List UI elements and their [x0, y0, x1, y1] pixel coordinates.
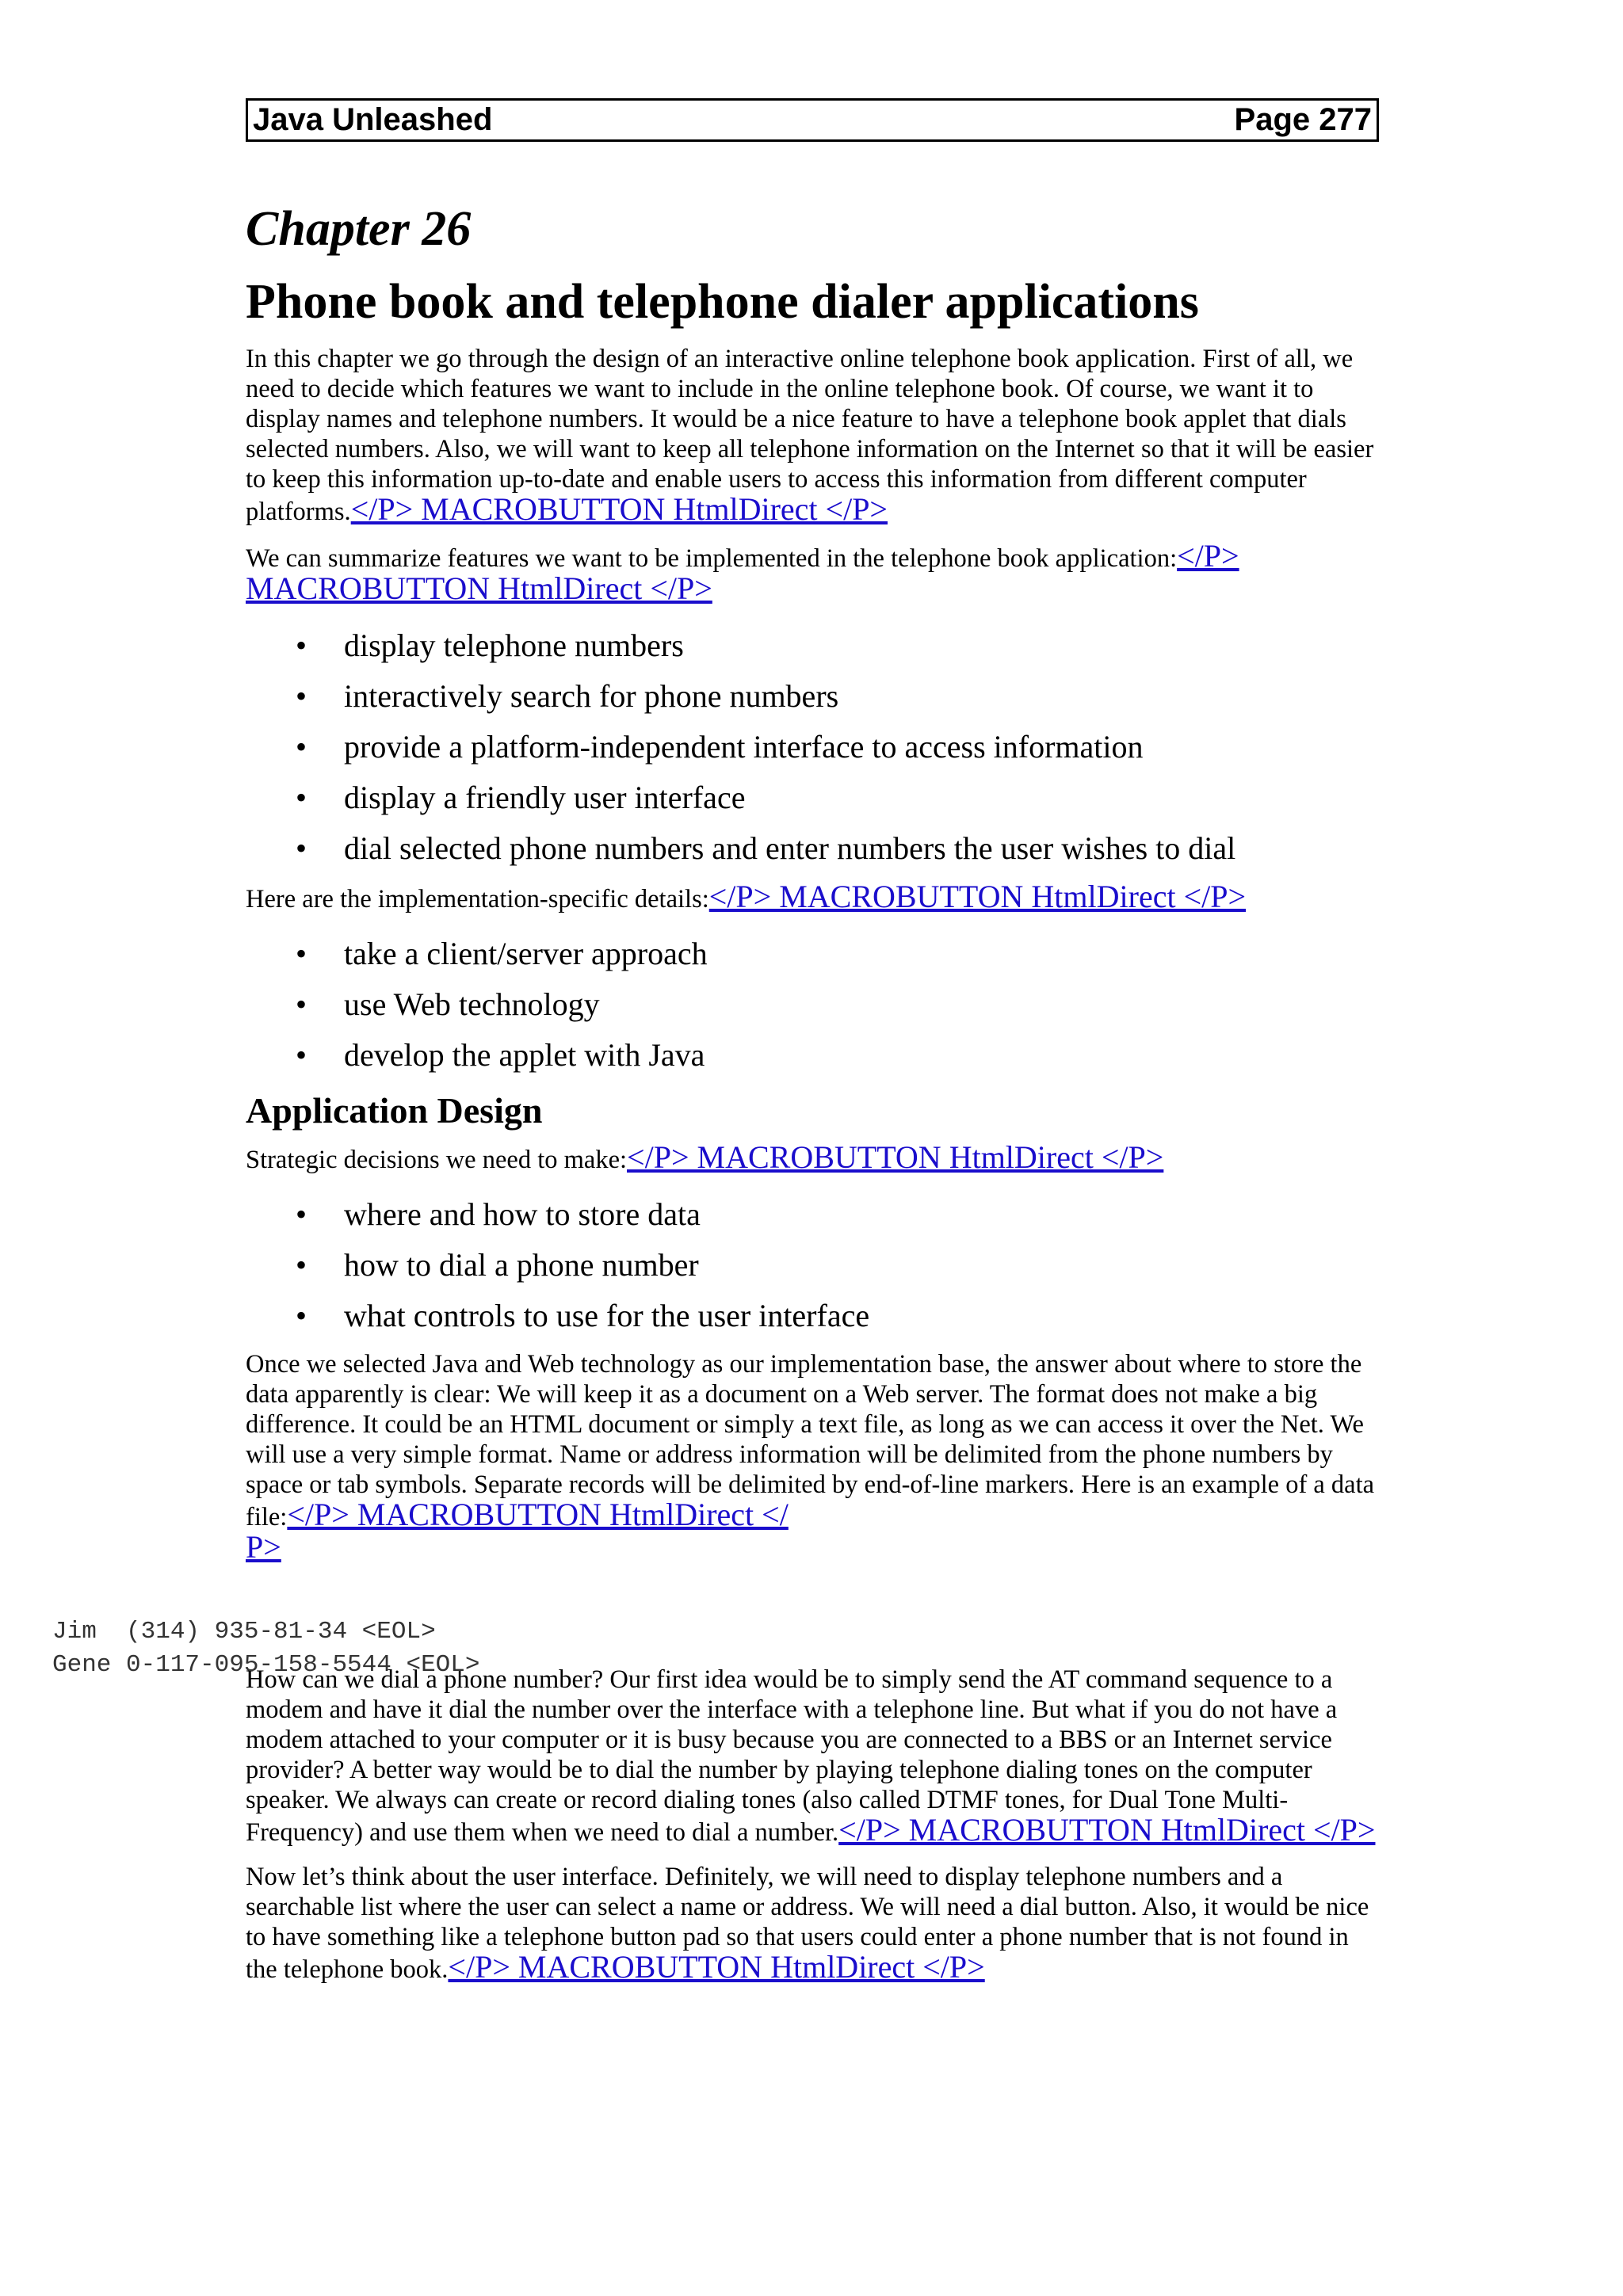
- bullet-icon: •: [296, 1247, 307, 1283]
- summary-text: We can summarize features we want to be implemented in the telephone book application:: [246, 544, 1178, 573]
- bullet-icon: •: [296, 1037, 307, 1073]
- strategic-list: [246, 1189, 1379, 1341]
- list-item: [246, 979, 1379, 1030]
- bullet-icon: •: [296, 627, 307, 663]
- list-item: [246, 823, 1379, 874]
- summary-paragraph: [246, 538, 1379, 606]
- bullet-icon: •: [296, 729, 307, 765]
- bullet-icon: •: [296, 678, 307, 714]
- list-item-text: take a client/server approach: [344, 936, 708, 971]
- list-item: [246, 1189, 1379, 1240]
- bullet-icon: •: [296, 986, 307, 1022]
- features-list: [246, 620, 1379, 874]
- impl-list: [246, 929, 1379, 1081]
- storage-text: Once we selected Java and Web technology as our implementation base, the answer about where to store the data apparently is clear: We will keep it as a document on a Web server. The format does not make a big difference. It could be an HTML document or simply a text file, as long as we can access it over the Net. We will use a very simple format. Name or address information will be delimited from the phone numbers by space or tab symbols. Separate records will be delimited by end-of-line markers. Here is an example of a data file:: [246, 1350, 1375, 1531]
- list-item-text: develop the applet with Java: [344, 1037, 705, 1073]
- macrobutton-link[interactable]: </P> MACROBUTTON HtmlDirect </P>: [838, 1812, 1376, 1848]
- code-line: Jim (314) 935-81-34 <EOL>: [52, 1618, 436, 1646]
- bullet-icon: •: [296, 1298, 307, 1333]
- dialing-paragraph: [246, 1665, 1379, 1848]
- list-item-text: interactively search for phone numbers: [344, 678, 839, 714]
- macrobutton-link[interactable]: </P> MACROBUTTON HtmlDirect </P>: [627, 1139, 1164, 1175]
- macrobutton-link[interactable]: </P> MACROBUTTON HtmlDirect </P>: [448, 1949, 985, 1985]
- chapter-number: Chapter 26: [246, 202, 472, 256]
- list-item-text: display telephone numbers: [344, 627, 684, 663]
- macrobutton-link[interactable]: </P> MACROBUTTON HtmlDirect </P>: [246, 538, 1239, 606]
- storage-paragraph: [246, 1349, 1379, 1565]
- impl-text: Here are the implementation-specific details:: [246, 885, 709, 913]
- body-flow: [246, 344, 1379, 1999]
- list-item: [246, 1291, 1379, 1341]
- bullet-icon: •: [296, 830, 307, 866]
- bullet-icon: •: [296, 936, 307, 971]
- strategic-paragraph: [246, 1139, 1379, 1175]
- header-book-title: Java Unleashed: [253, 102, 493, 137]
- list-item: [246, 671, 1379, 722]
- list-item-text: dial selected phone numbers and enter numbers the user wishes to dial: [344, 830, 1236, 866]
- list-item-text: provide a platform-independent interface to access information: [344, 729, 1144, 765]
- list-item: [246, 620, 1379, 671]
- macrobutton-link[interactable]: [246, 1497, 789, 1565]
- macrobutton-link[interactable]: </P> MACROBUTTON HtmlDirect </P>: [350, 491, 888, 527]
- list-item-text: display a friendly user interface: [344, 780, 746, 815]
- list-item-text: what controls to use for the user interface: [344, 1298, 870, 1333]
- macrobutton-link[interactable]: </P> MACROBUTTON HtmlDirect </P>: [708, 879, 1247, 914]
- section-heading: Application Design: [246, 1090, 543, 1131]
- ui-paragraph: [246, 1862, 1379, 1985]
- macro-part: </P> MACROBUTTON HtmlDirect </: [287, 1497, 789, 1532]
- list-item: [246, 772, 1379, 823]
- impl-paragraph: [246, 879, 1379, 914]
- list-item: [246, 722, 1379, 772]
- list-item: [246, 1030, 1379, 1081]
- dialing-text: How can we dial a phone number? Our first idea would be to simply send the AT command sequence to a modem and have it dial the number over the interface with a telephone line. But what if you do not have a modem attached to your computer or it is busy because you are connected to a BBS or an Internet service provider? A better way would be to dial the number by playing telephone dialing tones on the computer speaker. We always can create or record dialing tones (also called DTMF tones, for Dual Tone Multi-Frequency) and use them when we need to dial a number.: [246, 1665, 1338, 1847]
- bullet-icon: •: [296, 780, 307, 815]
- bullet-icon: •: [296, 1196, 307, 1232]
- intro-paragraph: [246, 344, 1379, 527]
- list-item-text: where and how to store data: [344, 1196, 701, 1232]
- strategic-text: Strategic decisions we need to make:: [246, 1146, 628, 1174]
- code-sample: [52, 1615, 1400, 1682]
- ui-text: Now let’s think about the user interface. Definitely, we will need to display telephone numbers and a searchable list where the user can select a name or address. We will need a dial button. Also, it would be nice to have something like a telephone button pad so that users could enter a phone number that is not found in the telephone book.: [246, 1863, 1369, 1984]
- intro-text: In this chapter we go through the design of an interactive online telephone book application. First of all, we need to decide which features we want to include in the online telephone book. Of course, we want it to display names and telephone numbers. It would be a nice feature to have a telephone book applet that dials selected numbers. Also, we will want to keep all telephone information on the Internet so that it will be easier to keep this information up-to-date and enable users to access this information from different computer platforms.: [246, 345, 1374, 526]
- list-item-text: use Web technology: [344, 986, 600, 1022]
- list-item-text: how to dial a phone number: [344, 1247, 699, 1283]
- list-item: [246, 1240, 1379, 1291]
- macro-part: P>: [246, 1529, 281, 1565]
- code-line: Gene 0-117-095-158-5544 <EOL>: [52, 1651, 480, 1679]
- running-header: [246, 98, 1379, 142]
- list-item: [246, 929, 1379, 979]
- chapter-title: Phone book and telephone dialer applications: [246, 275, 1199, 329]
- header-page-number: Page 277: [1234, 102, 1372, 137]
